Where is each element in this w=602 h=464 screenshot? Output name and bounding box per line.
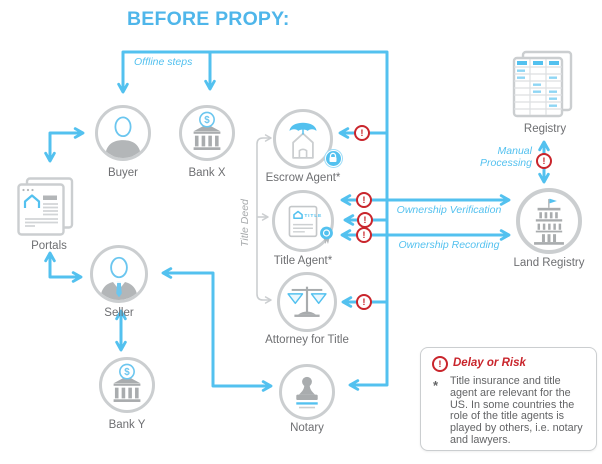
portals-buyer-line (50, 133, 83, 161)
title-deed-label: Title Deed (239, 199, 251, 247)
seller-label: Seller (104, 307, 134, 319)
title-deed-bracket-line (257, 138, 271, 300)
person-icon (98, 108, 148, 158)
umbrella-house-icon (276, 112, 330, 166)
seal-badge-icon (318, 226, 335, 245)
notary-label: Notary (290, 422, 324, 434)
land-registry-node (516, 188, 582, 254)
seller-node (90, 245, 148, 303)
delay-risk-icon: ! (354, 125, 370, 141)
offline-steps-label: Offline steps (134, 56, 193, 68)
delay-risk-icon: ! (357, 212, 373, 228)
bank-x-label: Bank X (188, 167, 226, 179)
seller-notary-line (163, 273, 271, 386)
escrow-agent-node (273, 109, 333, 169)
buyer-label: Buyer (107, 167, 139, 179)
attorney-node (277, 272, 337, 332)
table-icon (511, 50, 575, 120)
title-doc-text: TITLE (304, 213, 323, 219)
delay-risk-icon: ! (356, 227, 372, 243)
portals-seller-line (50, 253, 81, 277)
registry-label: Registry (523, 123, 567, 135)
scales-icon (280, 275, 334, 329)
legend-box (420, 347, 597, 451)
person-tie-icon (93, 248, 145, 300)
ownership-verification-label: Ownership Verification (396, 204, 502, 216)
bank-y-node (99, 357, 155, 413)
buyer-node (95, 105, 151, 161)
stamp-icon (282, 367, 332, 417)
page-title: BEFORE PROPY: (127, 8, 290, 30)
registry-node (511, 50, 575, 120)
lock-badge-icon (325, 150, 342, 167)
delay-risk-icon: ! (432, 356, 448, 372)
legend-delay-or-risk-label: Delay or Risk (453, 357, 526, 369)
bank-icon (102, 360, 152, 410)
portals-label: Portals (31, 240, 67, 252)
government-building-icon (520, 192, 578, 250)
legend-asterisk: * (433, 378, 439, 393)
title-agent-label: Title Agent* (273, 255, 333, 267)
bank-icon (182, 108, 232, 158)
bank-x-node (179, 105, 235, 161)
dollar-icon: $ (124, 367, 130, 379)
delay-risk-icon: ! (356, 294, 372, 310)
delay-risk-icon: ! (356, 192, 372, 208)
escrow-agent-label: Escrow Agent* (265, 172, 341, 184)
legend-note-text: Title insurance and title agent are relevant for the US. In some countries the role of the title agents is played by others, i.e. notary and lawyers. (450, 375, 583, 446)
browser-windows-icon (17, 177, 75, 237)
attorney-label: Attorney for Title (265, 334, 349, 346)
bank-y-label: Bank Y (108, 419, 146, 431)
dollar-icon: $ (204, 115, 210, 127)
manual-processing-label: Manual Processing (480, 145, 532, 169)
land-registry-label: Land Registry (513, 257, 585, 269)
delay-risk-icon: ! (536, 153, 552, 169)
notary-node (279, 364, 335, 420)
ownership-recording-label: Ownership Recording (398, 239, 500, 251)
portals-node (17, 177, 75, 237)
